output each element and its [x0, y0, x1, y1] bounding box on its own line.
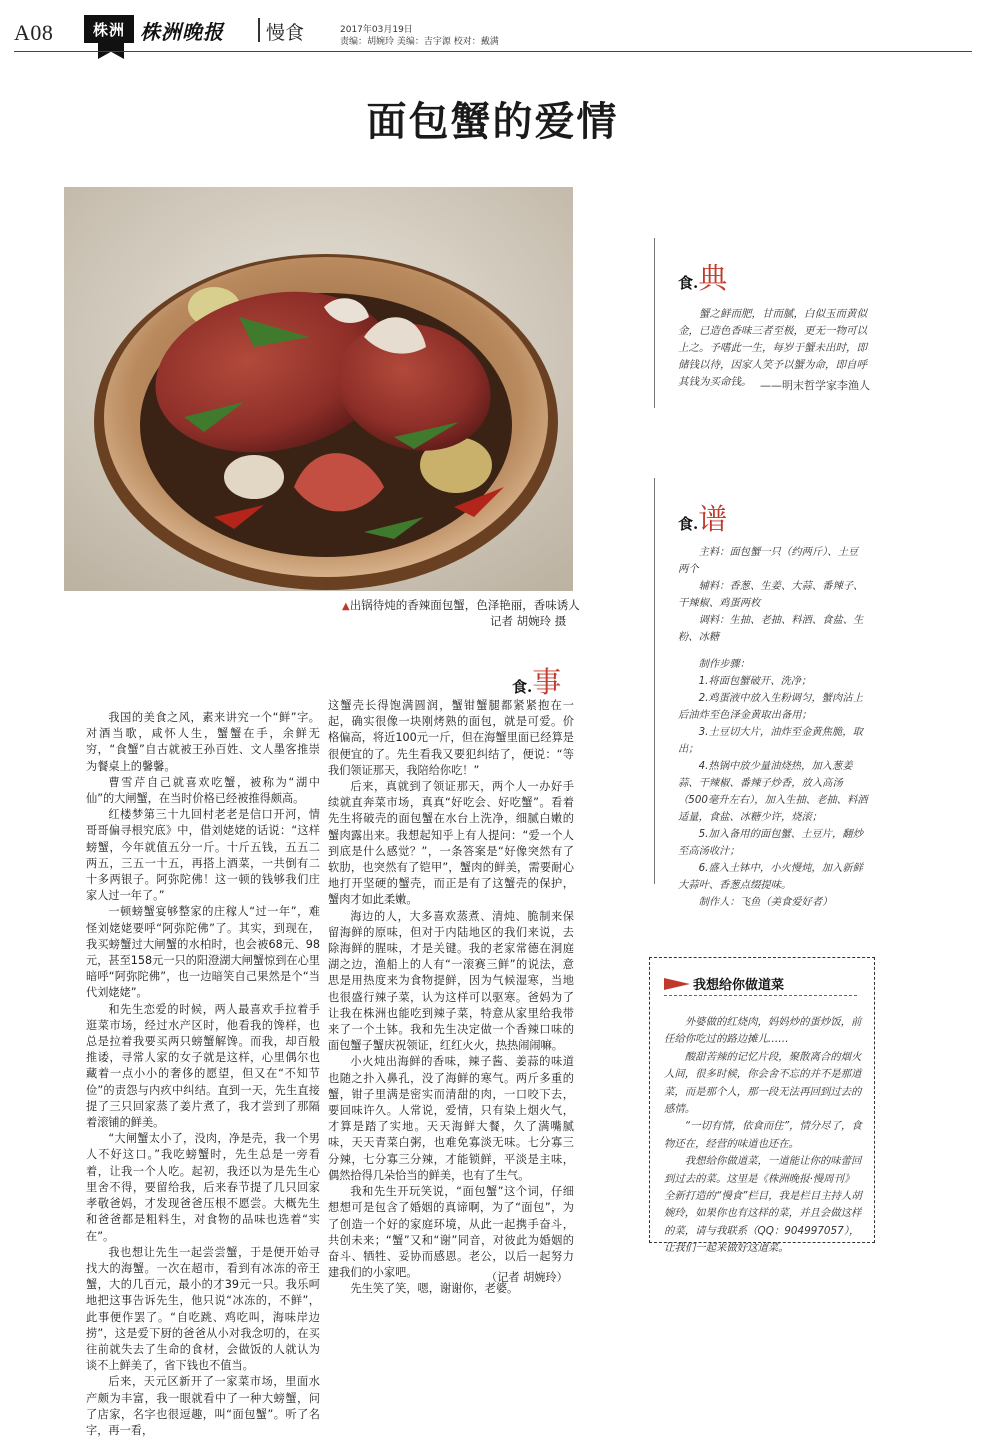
pu-side-rule — [654, 478, 655, 884]
article-byline: （记者 胡婉玲） — [486, 1271, 568, 1284]
shi-dot: . — [527, 678, 533, 696]
article-paragraph: 和先生恋爱的时候，两人最喜欢手拉着手逛菜市场，经过水产区时，他看我的馋样，也总是拉着我要买两只螃蟹解馋。而我，却百般推诿，寻常人家的女子就是这样，心里偶尔也藏着一点小小的奢侈的愿望，但又在“不知节俭”的责怨与内疚中纠结。直到一天，先生直接提了三只回家蒸了姜片煮了，我才尝到了那隔着滚铺的鲜美。 — [86, 1002, 320, 1130]
pu-title: 谱 — [698, 502, 728, 536]
article-paragraph: 先生笑了笑，嗯，谢谢你，老婆。 — [350, 1282, 519, 1296]
recipe-step-4: 4.热锅中放少量油烧热，加入葱姜蒜、干辣椒、番辣子炒香，放入高汤（500毫升左右），加入生抽、老抽、料酒适量，食盐、冰糖少许，烧滚； — [678, 760, 868, 823]
photo-caption — [342, 597, 580, 613]
dian-attribution: ——明末哲学家李渔人 — [760, 379, 870, 392]
recipe-step-1: 1.将面包蟹破开、洗净； — [698, 675, 812, 687]
recipe-steps-title: 制作步骤： — [698, 658, 751, 670]
recipe-main-ingredients: 主料：面包蟹一只（约两斤）、土豆两个 — [678, 546, 859, 575]
caption-triangle-icon: ▲ — [342, 601, 350, 612]
paper-name: 株洲晚报 — [140, 20, 224, 44]
article-paragraph: 我国的美食之风，素来讲究一个“鲜”字。对酒当歌，咸怀人生，蟹蟹在手，余鲜无穷，“食蟹”自古就被王孙百姓、文人墨客推崇为餐桌上的馨馨。 — [86, 711, 320, 773]
article-paragraph: 曹雪芹自己就喜欢吃蟹，被称为“湖中仙”的大闸蟹，在当时价格已经被推得颇高。 — [86, 775, 320, 806]
box-paragraph: 外婆做的红烧肉，妈妈炒的蛋炒饭，前任给你吃过的路边摊儿…… — [664, 1016, 862, 1046]
article-paragraph: 一顿螃蟹宴够整家的庄稼人“过一年”，难怪刘姥姥要呼“阿弥陀佛”了。其实，到现在，我买螃蟹过大闸蟹的水柏时，也会被68元、98元，甚至158元一只的阳澄湖大闸蟹惊到在心里暗呼“阿弥陀佛”，也一边暗笑自己果然是个“当代刘姥姥”。 — [86, 905, 320, 1000]
recipe-step-6: 6.盛入土钵中，小火慢炖，加入新鲜大蒜叶、香葱点缀提味。 — [678, 862, 863, 891]
recipe-step-3: 3.土豆切大片，油炸至金黄焦脆，取出； — [678, 726, 863, 755]
box-paragraph: 酸甜苦辣的记忆片段，聚散离合的烟火人间，很多时候，你会舍不忘的并不是那道菜，而是那个人，那一段无法再回到过去的感情。 — [664, 1050, 862, 1116]
header-rule — [14, 51, 972, 52]
photo-credit: 记者 胡婉玲 摄 — [490, 614, 567, 628]
crab-photo-illustration — [64, 187, 573, 591]
article-paragraph: 这蟹壳长得饱满圆润，蟹钳蟹腿都紧紧抱在一起，确实很像一块刚烤熟的面包，就是可爱。价格偏高，将近100元一斤，但在海蟹里面已经算是很便宜的了。先生看我又要犯纠结了，便说：“等我们领证那天，我陪给你吃！” — [328, 699, 574, 777]
photo-caption-text: 出锅待炖的香辣面包蟹，色泽艳丽，香味诱人 — [349, 598, 580, 612]
pu-dot: . — [693, 515, 699, 533]
crab-photo — [64, 187, 573, 591]
article-paragraph: 小火炖出海鲜的香味，辣子酱、姜蒜的味道也随之扑入鼻孔，没了海鲜的寒气。两斤多重的蟹，钳子里满是密实而清甜的肉，一口咬下去，要回味许久。人常说，爱情，只有染上烟火气，才算是踏了实地。天天海鲜大餐，久了满嘴腻味，天天青菜白粥，也难免寡淡无味。七分寡三分辣，七分寡三分辣，才能锁鲜，平淡是主味，偶然拾得几朵恰当的鲜美，也有了生气。 — [328, 1055, 574, 1182]
recipe — [678, 544, 868, 911]
shi-prefix: 食 — [512, 678, 528, 696]
dian-side-rule — [654, 238, 655, 408]
shi-title: 事 — [532, 665, 562, 699]
shi-heading — [512, 660, 561, 701]
recipe-author: 制作人：飞鱼（美食爱好者） — [698, 896, 833, 908]
box-title-text: 我想给你做道菜 — [693, 978, 785, 993]
page-number: A08 — [14, 20, 54, 45]
issue-date: 2017年03月19日 — [340, 25, 413, 35]
dian-prefix: 食 — [678, 274, 694, 292]
dian-dot: . — [693, 274, 699, 292]
dian-heading — [678, 256, 727, 297]
box-text — [664, 1014, 864, 1258]
box-paragraph: “一切有情，依食而住”，情分尽了，食物还在，经营的味道也还在。 — [664, 1120, 862, 1150]
recipe-step-5: 5.加入备用的面包蟹、土豆片，翻炒至高汤收汁； — [678, 828, 863, 857]
box-title — [664, 974, 784, 993]
article-paragraph: 我和先生开玩笑说，“面包蟹”这个词，仔细想想可是包含了婚姻的真谛啊，为了“面包”，为了创造一个好的家庭环境，从此一起携手奋斗，共创未来；“蟹”又和“谢”同音，对彼此为婚姻的奋斗、牺牲、妥协而感恩。老公，以后一起努力建我们的小家吧。 — [328, 1185, 574, 1280]
arrow-icon — [664, 978, 690, 990]
box-paragraph: 我想给你做道菜，一道能让你的味蕾回到过去的菜。这里是《株洲晚报·慢周刊》全新打造的“慢食”栏目，我是栏目主持人胡婉玲，如果你也有这样的菜，并且会做这样的菜，请与我联系（QQ：904997057），让我们一起来做好这道菜。 — [664, 1155, 862, 1255]
dian-title: 典 — [698, 261, 728, 295]
pu-heading — [678, 497, 727, 538]
recipe-seasoning: 调料：生抽、老抽、料酒、食盐、生粉、冰糖 — [678, 614, 864, 643]
article-paragraph: 后来，真就到了领证那天，两个人一办好手续就直奔菜市场，真真“好吃会、好吃蟹”。看着先生将破壳的面包蟹在水台上洗净，细腻白嫩的蟹肉露出来。我想起知乎上有人提问：“爱一个人到底是什么感觉？”，一条答案是“好像突然有了软肋，也突然有了铠甲”，蟹肉的鲜美，需要耐心地打开坚硬的蟹壳，而正是有了这蟹壳的保护，蟹肉才如此柔嫩。 — [328, 780, 574, 907]
recipe-step-2: 2.鸡蛋液中放入生粉调匀，蟹肉沾上后油炸至色泽金黄取出备用； — [678, 692, 863, 721]
article-column-2 — [328, 698, 574, 1298]
newspaper-logo: 株洲 — [84, 15, 134, 43]
article-paragraph: 后来，天元区新开了一家菜市场，里面水产颇为丰富，我一眼就看中了一种大螃蟹，问了店家，名字也很逗趣，叫“面包蟹”。听了名字，再一看， — [86, 1375, 320, 1437]
article-paragraph: 我也想让先生一起尝尝蟹，于是便开始寻找大的海蟹。一次在超市，看到有冰冻的帝王蟹，大的几百元，最小的才39元一只。我乐呵地把这事告诉先生，他只说“冰冻的，不鲜”，此事便作罢了。“自吃跳、鸡吃叫，海味岸边捞”，这是爱下厨的爸爸从小对我念叨的，在买往前就失去了生命的食材，会做饭的人就认为谈不上鲜美了，省下钱也不值当。 — [86, 1245, 320, 1373]
masthead-divider — [258, 18, 260, 42]
recipe-auxiliary: 辅料：香葱、生姜、大蒜、番辣子、干辣椒、鸡蛋两枚 — [678, 580, 864, 609]
editors-credit: 责编：胡婉玲 美编：吉宇源 校对：戴满 — [340, 37, 499, 47]
headline: 面包蟹的爱情 — [366, 98, 619, 145]
article-paragraph: “大闸蟹太小了，没肉，净是壳，我一个男人不好这口。”我吃螃蟹时，先生总是一旁看着，让我一个人吃。起初，我还以为是先生心里舍不得，要留给我，后来春节提了几只回家孝敬爸妈，才发现爸爸压根不愿尝。大概先生和爸爸都是粗料生，对食物的品味也选着“实在”。 — [86, 1132, 320, 1243]
article-paragraph: 红楼梦第三十九回村老老是信口开河，情哥哥偏寻根究底》中，借刘姥姥的话说：“这样螃蟹，今年就值五分一斤。十斤五钱，五五二两五，三五一十五，再搭上酒菜，一共倒有二十多两银子。阿弥陀佛！这一顿的钱够我们庄家人过一年了。” — [86, 808, 320, 903]
box-title-rule — [664, 995, 857, 997]
dian-quote-text: 蟹之鲜而肥，甘而腻，白似玉而黄似金，已造色香味三者至极，更无一物可以上之。予嗜此一生，每岁于蟹未出时，即储钱以待，因家人笑予以蟹为命，即自呼其钱为买命钱。 — [678, 308, 867, 388]
pu-prefix: 食 — [678, 515, 694, 533]
article-paragraph: 海边的人，大多喜欢蒸煮、清炖、脆制来保留海鲜的原味，但对于内陆地区的我们来说，去除海鲜的腥味，才是关键。我的老家常德在洞庭湖之边，渔船上的人有“一滚赛三鲜”的说法，意思是用热度来为食物提鲜，因为气候湿寒，当地也很盛行辣子菜，认为这样可以驱寒。爸妈为了让我在株洲也能吃到辣子菜，特意从家里给我带来了一个土钵。我和先生决定做一个香辣口味的面包蟹子蟹庆祝领证，红红火火，热热闹闹嘛。 — [328, 909, 574, 1053]
section-name: 慢食 — [266, 22, 305, 44]
article-column-1 — [86, 710, 320, 1439]
